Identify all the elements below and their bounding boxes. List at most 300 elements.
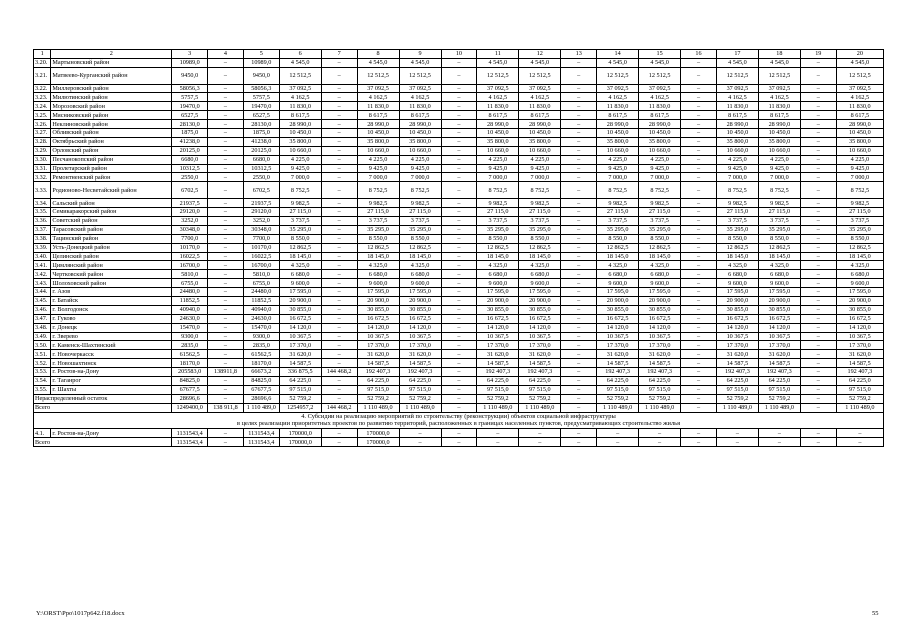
value-cell: 4 325,0 (597, 261, 639, 270)
value-cell: 4 545,0 (279, 58, 321, 67)
value-cell: 14 587,5 (597, 359, 639, 368)
row-index-cell: 3.22. (34, 84, 51, 93)
value-cell: 17 370,0 (477, 341, 519, 350)
value-cell: – (836, 429, 883, 438)
value-cell: 31 620,0 (836, 350, 883, 359)
table-row (34, 120, 884, 129)
value-cell: 138 911,8 (208, 403, 244, 412)
value-cell: – (561, 261, 597, 270)
row-name-cell: Мясниковский район (51, 111, 172, 120)
value-cell: – (441, 305, 477, 314)
value-cell: 28 990,0 (519, 120, 561, 129)
value-cell: 9 600,0 (716, 279, 758, 288)
value-cell: – (800, 102, 836, 111)
value-cell: 4 325,0 (357, 261, 399, 270)
table-row (34, 164, 884, 173)
value-cell: 138911,8 (208, 368, 244, 377)
value-cell: 4 162,5 (279, 93, 321, 102)
value-cell: – (208, 350, 244, 359)
value-cell: – (321, 252, 357, 261)
value-cell: – (561, 350, 597, 359)
value-cell: 52 759,2 (639, 394, 681, 403)
value-cell: – (561, 234, 597, 243)
value-cell: 17 595,0 (279, 288, 321, 297)
value-cell: 8 617,5 (357, 111, 399, 120)
value-cell: – (561, 332, 597, 341)
value-cell: 35 800,0 (477, 137, 519, 146)
value-cell: 30 855,0 (519, 305, 561, 314)
value-cell: 14 120,0 (519, 323, 561, 332)
value-cell: – (441, 296, 477, 305)
table-row (34, 84, 884, 93)
value-cell: 24480,0 (243, 288, 279, 297)
unallocated-row (34, 394, 884, 403)
value-cell: 35 295,0 (836, 225, 883, 234)
value-cell: 7 000,0 (758, 173, 800, 182)
value-cell: 10 367,5 (639, 332, 681, 341)
value-cell: 64 225,0 (399, 376, 441, 385)
value-cell: – (758, 429, 800, 438)
value-cell: 4 162,5 (519, 93, 561, 102)
value-cell: – (208, 279, 244, 288)
value-cell: 30 855,0 (716, 305, 758, 314)
value-cell: 7 000,0 (357, 173, 399, 182)
value-cell: 8 617,5 (399, 111, 441, 120)
value-cell: – (681, 376, 717, 385)
value-cell: 9 982,5 (279, 199, 321, 208)
table-row (34, 252, 884, 261)
value-cell: – (561, 279, 597, 288)
table-row (34, 146, 884, 155)
value-cell: 192 407,3 (836, 368, 883, 377)
value-cell: – (208, 323, 244, 332)
row-index-cell: 3.24. (34, 102, 51, 111)
value-cell: 5757,5 (243, 93, 279, 102)
value-cell: – (321, 146, 357, 155)
value-cell: – (208, 146, 244, 155)
value-cell: – (441, 225, 477, 234)
value-cell: – (441, 164, 477, 173)
value-cell: – (681, 199, 717, 208)
value-cell: – (321, 323, 357, 332)
value-cell: – (441, 332, 477, 341)
row-index-cell: 3.41. (34, 261, 51, 270)
value-cell: 18 145,0 (836, 252, 883, 261)
value-cell: – (321, 332, 357, 341)
value-cell: – (800, 216, 836, 225)
value-cell: – (681, 341, 717, 350)
value-cell: – (519, 438, 561, 447)
value-cell: 14 587,5 (758, 359, 800, 368)
value-cell: – (800, 323, 836, 332)
value-cell: – (441, 359, 477, 368)
value-cell: 20 900,0 (836, 296, 883, 305)
value-cell: 37 092,5 (519, 84, 561, 93)
row-label-cell: Всего (34, 438, 172, 447)
value-cell: 28696,6 (243, 394, 279, 403)
value-cell: 17 595,0 (477, 288, 519, 297)
value-cell: – (681, 137, 717, 146)
value-cell: 4 162,5 (758, 93, 800, 102)
value-cell: 205583,0 (172, 368, 208, 377)
value-cell: – (321, 84, 357, 93)
value-cell: – (597, 429, 639, 438)
value-cell: 17 595,0 (357, 288, 399, 297)
value-cell: – (321, 438, 357, 447)
value-cell: 10312,5 (243, 164, 279, 173)
value-cell: 9 600,0 (279, 279, 321, 288)
value-cell: 37 092,5 (716, 84, 758, 93)
value-cell: – (597, 438, 639, 447)
value-cell: – (441, 394, 477, 403)
value-cell: – (321, 394, 357, 403)
value-cell: 24480,0 (172, 288, 208, 297)
value-cell: – (321, 155, 357, 164)
value-cell: 35 800,0 (399, 137, 441, 146)
value-cell: 14 587,5 (399, 359, 441, 368)
value-cell: – (561, 403, 597, 412)
value-cell: – (681, 225, 717, 234)
value-cell: 61562,5 (243, 350, 279, 359)
value-cell: – (441, 182, 477, 199)
value-cell: – (800, 438, 836, 447)
value-cell: 16 672,5 (836, 314, 883, 323)
row-name-cell: Советский район (51, 216, 172, 225)
value-cell: 19470,0 (172, 102, 208, 111)
value-cell: 1875,0 (243, 129, 279, 138)
value-cell: 30 855,0 (399, 305, 441, 314)
value-cell: – (681, 270, 717, 279)
table-row (34, 350, 884, 359)
value-cell: – (561, 102, 597, 111)
column-number-cell: 18 (758, 50, 800, 59)
value-cell: 3 737,5 (597, 216, 639, 225)
value-cell: – (681, 261, 717, 270)
value-cell: – (800, 164, 836, 173)
value-cell: – (836, 438, 883, 447)
row-index-cell: 3.35. (34, 208, 51, 217)
value-cell: 7 000,0 (836, 173, 883, 182)
value-cell: 97 515,0 (639, 385, 681, 394)
value-cell: – (208, 341, 244, 350)
value-cell: 9 982,5 (399, 199, 441, 208)
value-cell: 12 862,5 (357, 243, 399, 252)
value-cell: 5810,0 (172, 270, 208, 279)
row-label-cell: Всего (34, 403, 172, 412)
row-index-cell: 3.48. (34, 323, 51, 332)
value-cell: – (561, 341, 597, 350)
value-cell: – (477, 429, 519, 438)
value-cell: 16 672,5 (639, 314, 681, 323)
row-name-cell: Тарасовский район (51, 225, 172, 234)
value-cell: – (561, 164, 597, 173)
value-cell: 27 115,0 (477, 208, 519, 217)
value-cell: 9 982,5 (477, 199, 519, 208)
value-cell: – (800, 305, 836, 314)
value-cell: 3 737,5 (758, 216, 800, 225)
value-cell: 30 855,0 (597, 305, 639, 314)
value-cell: 12 512,5 (399, 67, 441, 84)
value-cell: – (321, 199, 357, 208)
row-name-cell: г. Ростов-на-Дону (51, 429, 172, 438)
value-cell: 64 225,0 (477, 376, 519, 385)
value-cell: 192 407,3 (399, 368, 441, 377)
value-cell: – (321, 385, 357, 394)
value-cell: 4 325,0 (279, 261, 321, 270)
row-index-cell: 3.36. (34, 216, 51, 225)
budget-table (33, 49, 884, 447)
value-cell: 64 225,0 (519, 376, 561, 385)
value-cell: – (800, 58, 836, 67)
value-cell: 11 830,0 (399, 102, 441, 111)
value-cell: 31 620,0 (758, 350, 800, 359)
value-cell: – (441, 438, 477, 447)
value-cell: – (208, 429, 244, 438)
value-cell: 4 545,0 (399, 58, 441, 67)
value-cell: – (321, 314, 357, 323)
value-cell: 97 515,0 (519, 385, 561, 394)
row-name-cell: Тацинский район (51, 234, 172, 243)
column-number-cell: 4 (208, 50, 244, 59)
row-name-cell: Усть-Донецкий район (51, 243, 172, 252)
column-number-cell: 14 (597, 50, 639, 59)
value-cell: – (800, 279, 836, 288)
row-index-cell: 3.43. (34, 279, 51, 288)
value-cell: – (800, 67, 836, 84)
value-cell: – (681, 208, 717, 217)
value-cell: – (441, 261, 477, 270)
value-cell: – (441, 67, 477, 84)
row-name-cell: Милютинский район (51, 93, 172, 102)
value-cell: 4 225,0 (758, 155, 800, 164)
value-cell: – (800, 137, 836, 146)
value-cell: – (321, 102, 357, 111)
value-cell: – (800, 368, 836, 377)
value-cell: – (561, 323, 597, 332)
value-cell: 9 600,0 (639, 279, 681, 288)
value-cell: – (441, 376, 477, 385)
value-cell: – (800, 314, 836, 323)
value-cell: 67677,5 (172, 385, 208, 394)
row-index-cell: 3.47. (34, 314, 51, 323)
value-cell: – (321, 359, 357, 368)
value-cell: – (561, 120, 597, 129)
value-cell: 17 370,0 (836, 341, 883, 350)
value-cell: – (681, 93, 717, 102)
value-cell: – (441, 146, 477, 155)
value-cell: 4 545,0 (597, 58, 639, 67)
value-cell: – (561, 155, 597, 164)
value-cell: 35 800,0 (597, 137, 639, 146)
value-cell: 4 325,0 (758, 261, 800, 270)
value-cell: 31 620,0 (639, 350, 681, 359)
value-cell: 67677,5 (243, 385, 279, 394)
value-cell: 9 425,0 (477, 164, 519, 173)
table-row (34, 385, 884, 394)
value-cell: 12 512,5 (716, 67, 758, 84)
value-cell: 9 982,5 (758, 199, 800, 208)
value-cell: 8 617,5 (279, 111, 321, 120)
value-cell: 12 862,5 (836, 243, 883, 252)
value-cell: 35 295,0 (519, 225, 561, 234)
value-cell: 1131543,4 (243, 438, 279, 447)
value-cell: 18 145,0 (519, 252, 561, 261)
value-cell: – (441, 208, 477, 217)
row-name-cell: Орловский район (51, 146, 172, 155)
value-cell: – (561, 111, 597, 120)
table-row (34, 288, 884, 297)
column-number-cell: 15 (639, 50, 681, 59)
value-cell: 7700,0 (243, 234, 279, 243)
value-cell: 10989,0 (243, 58, 279, 67)
value-cell: 10 450,0 (758, 129, 800, 138)
value-cell: – (681, 429, 717, 438)
value-cell: – (639, 438, 681, 447)
value-cell: 31 620,0 (477, 350, 519, 359)
value-cell: – (321, 243, 357, 252)
table-row (34, 199, 884, 208)
value-cell: 10 660,0 (399, 146, 441, 155)
row-index-cell: 3.42. (34, 270, 51, 279)
value-cell: 16 672,5 (279, 314, 321, 323)
value-cell: – (800, 225, 836, 234)
value-cell: 1 110 489,0 (758, 403, 800, 412)
value-cell: 9 600,0 (399, 279, 441, 288)
table-row (34, 111, 884, 120)
value-cell: – (681, 67, 717, 84)
value-cell: 11 830,0 (357, 102, 399, 111)
column-number-cell: 5 (243, 50, 279, 59)
value-cell: – (681, 129, 717, 138)
table-row (34, 243, 884, 252)
value-cell: 18 145,0 (597, 252, 639, 261)
value-cell: 28 990,0 (399, 120, 441, 129)
section-title: 4. Субсидии на реализацию мероприятий по строительству (реконструкции) объектов социальной инфраструктуры (301, 413, 616, 421)
value-cell: – (208, 438, 244, 447)
value-cell: 6680,0 (243, 155, 279, 164)
row-name-cell: г. Донецк (51, 323, 172, 332)
value-cell: – (208, 314, 244, 323)
value-cell: 64 225,0 (279, 376, 321, 385)
value-cell: 20125,0 (243, 146, 279, 155)
value-cell: 4 162,5 (477, 93, 519, 102)
value-cell: 35 295,0 (758, 225, 800, 234)
value-cell: 6 680,0 (519, 270, 561, 279)
value-cell: 97 515,0 (399, 385, 441, 394)
value-cell: 12 862,5 (758, 243, 800, 252)
value-cell: 10 367,5 (519, 332, 561, 341)
value-cell: 1 110 489,0 (716, 403, 758, 412)
value-cell: – (208, 252, 244, 261)
value-cell: 15470,0 (172, 323, 208, 332)
value-cell: – (208, 111, 244, 120)
value-cell: – (561, 359, 597, 368)
value-cell: – (800, 270, 836, 279)
value-cell: 6527,5 (172, 111, 208, 120)
value-cell: 16700,0 (172, 261, 208, 270)
value-cell: – (441, 137, 477, 146)
row-index-cell: 3.29. (34, 146, 51, 155)
value-cell: – (561, 368, 597, 377)
row-name-cell: г. Гуково (51, 314, 172, 323)
value-cell: 10 367,5 (758, 332, 800, 341)
row-index-cell: 3.45. (34, 296, 51, 305)
row-index-cell: 3.46. (34, 305, 51, 314)
table-row (34, 341, 884, 350)
value-cell: – (441, 234, 477, 243)
value-cell: 336 875,5 (279, 368, 321, 377)
value-cell: 17 595,0 (716, 288, 758, 297)
value-cell: 144 468,2 (321, 368, 357, 377)
row-name-cell: Обливский район (51, 129, 172, 138)
value-cell: 52 759,2 (836, 394, 883, 403)
value-cell: 14 587,5 (477, 359, 519, 368)
column-number-cell: 20 (836, 50, 883, 59)
value-cell: 29120,0 (172, 208, 208, 217)
value-cell: 1249400,0 (172, 403, 208, 412)
row-index-cell: 3.26. (34, 120, 51, 129)
table-row (34, 368, 884, 377)
value-cell: 10 367,5 (399, 332, 441, 341)
value-cell: – (561, 305, 597, 314)
value-cell: – (681, 111, 717, 120)
value-cell: 20125,0 (172, 146, 208, 155)
value-cell: 17 595,0 (639, 288, 681, 297)
value-cell: – (441, 350, 477, 359)
value-cell: – (208, 288, 244, 297)
value-cell: 8 550,0 (639, 234, 681, 243)
value-cell: 10170,0 (172, 243, 208, 252)
value-cell: – (800, 252, 836, 261)
table-row (34, 58, 884, 67)
value-cell: – (681, 288, 717, 297)
value-cell: – (681, 182, 717, 199)
value-cell: 27 115,0 (519, 208, 561, 217)
value-cell: 12 862,5 (519, 243, 561, 252)
value-cell: 40940,0 (243, 305, 279, 314)
value-cell: – (208, 199, 244, 208)
value-cell: – (208, 182, 244, 199)
value-cell: 27 115,0 (758, 208, 800, 217)
value-cell: 17 370,0 (716, 341, 758, 350)
value-cell: – (321, 111, 357, 120)
value-cell: 9 982,5 (597, 199, 639, 208)
table-row (34, 182, 884, 199)
value-cell: 6755,0 (172, 279, 208, 288)
value-cell: 28 990,0 (477, 120, 519, 129)
value-cell: – (208, 84, 244, 93)
row-name-cell: Целинский район (51, 252, 172, 261)
row-name-cell: Миллеровский район (51, 84, 172, 93)
value-cell: 84825,0 (243, 376, 279, 385)
value-cell: 4 162,5 (716, 93, 758, 102)
value-cell: – (681, 234, 717, 243)
row-index-cell: 3.44. (34, 288, 51, 297)
value-cell: 8 550,0 (836, 234, 883, 243)
value-cell: – (519, 429, 561, 438)
value-cell: 17 370,0 (399, 341, 441, 350)
value-cell: 8 550,0 (477, 234, 519, 243)
value-cell: – (561, 225, 597, 234)
value-cell: 17 595,0 (758, 288, 800, 297)
value-cell: 14 120,0 (597, 323, 639, 332)
value-cell: – (441, 288, 477, 297)
value-cell: 7 000,0 (519, 173, 561, 182)
value-cell: 8 752,5 (477, 182, 519, 199)
value-cell: – (681, 359, 717, 368)
value-cell: 9300,0 (243, 332, 279, 341)
value-cell: 41238,0 (243, 137, 279, 146)
